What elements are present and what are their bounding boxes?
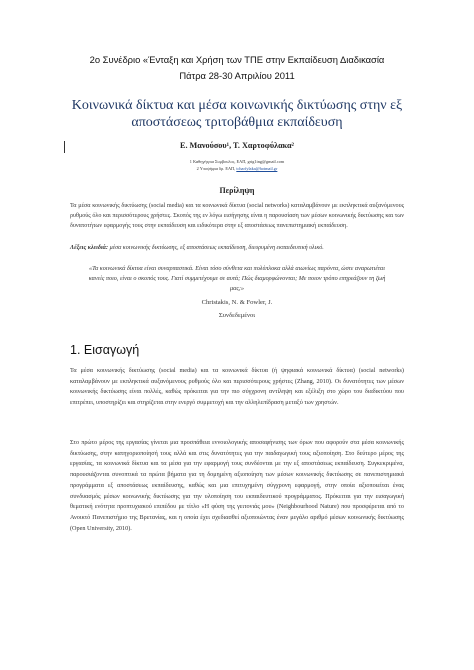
paper-authors: Ε. Μανούσου¹, Τ. Χαρτοφύλακα² [179, 141, 294, 150]
keywords-text: μέσα κοινωνικής δικτύωσης, εξ αποστάσεως εκπαίδευση, διευρυμένη εκπαιδευτική υλικό. [109, 245, 324, 251]
conference-header [0, 54, 474, 81]
keywords [70, 245, 404, 251]
intro-paragraph-2: Στο πρώτο μέρος της εργασίας γίνεται μια προσπάθεια εννοιολογικής αποσαφήνισης των όρων που αφορούν στα μέσα κοινωνικής δικτύωσης, στην κατηγοριοποίησή τους αλλά και στις δυνατότητες για την παιδαγωγική τους αξιοποίηση. Στο δεύτερο μέρος της εργασίας, τα κοινωνικά δίκτυα και τα μέσα για την εφαρμογή τους συνδέονται με την εξ αποστάσεως εκπαίδευση. Συγκεκριμένα, παρουσιάζονται συνοπτικά τα πρώτα βήματα για τη δομημένη αξιοποίηση των μέσων κοινωνικής δικτύωσης σε πανεπιστημιακά προγράμματα εξ αποστάσεως εκπαίδευσης, καθώς και μια επιτυχημένη σύγχρονη εφαρμογή, στην οποία αξιοποιείται ένας συνδυασμός μέσων κοινωνικής δικτύωσης για την υλοποίηση του εκπαιδευτικού προγράμματος. Πρόκειται για την εισαγωγική θεματική ενότητα προπτυχιακού επιπέδου με τίτλο «Η φύση της γειτονιάς μου» (Neighbourhood Nature) που προσφέρεται από το Ανοικτό Πανεπιστήμιο της Βρετανίας, και η οποία έχει σχεδιασθεί αξιοποιώντας έναν μεγάλο αριθμό μέσων κοινωνικής δικτύωσης (Open University, 2010). [70, 439, 404, 532]
epigraph-quote: «Τα κοινωνικά δίκτυα είναι συναρπαστικά. Είναι τόσο σύνθετα και πολύπλοκα αλλά αιωνίως παρόντα, ώστε αναρωτιέται κανείς ποιο, είναι ο σκοπός τους. Γιατί συμμετέχουμε σε αυτά; Πώς διαμορφώνονται; Με ποιον τρόπο επηρεάζουν τη ζωή μας;» [88, 265, 386, 292]
epigraph-author: Christakis, N. & Fowler, J. [201, 299, 273, 306]
affiliation-email-link[interactable]: tcharfylaka@hotmail.gr [236, 166, 278, 171]
paper-title: Κοινωνικά δίκτυα και μέσα κοινωνικής δικτύωσης στην εξ αποστάσεως τριτοβάθμια εκπαίδευση [71, 98, 403, 130]
affiliation-2-text: 2 Υποψήφια δρ. ΕΑΠ, [196, 166, 236, 171]
intro-paragraph-1: Τα μέσα κοινωνικής δικτύωσης (social media) και τα κοινωνικά δίκτυα (ή ψηφιακά κοινωνικά δίκτυα) (social networks) καταλαμβάνουν με εκπληκτικά αυξανόμενους ρυθμούς όλο και περισσότερους χρήστες (Zhang, 2010). Οι δυνατότητες των μέσων κοινωνικής δικτύωσης είναι πολλές, καθώς πρόκειται για την πιο σύγχρονη αντίληψη και εξέλιξη στο χώρο του διαδικτύου που επιτρέπει, υποστηρίζει και στηρίζεται στην ενεργό συμμετοχή και την αλληλεπίδραση μεταξύ των χρηστών. [70, 367, 404, 407]
abstract-text: Τα μέσα κοινωνικής δικτύωσης (social media) και τα κοινωνικά δίκτυα (social networks) καταλαμβάνουν με εκπληκτικά αυξανόμενους ρυθμούς όλο και περισσότερους χρήστες. Σκοπός της εν λόγω εισήγησης είναι η παρουσίαση των μέσων κοινωνικής δικτύωσης και των δυνατοτήτων εφαρμογής τους στην εκπαίδευση και ειδικότερα στην εξ αποστάσεως πανεπιστημιακή εκπαίδευση. [70, 203, 404, 229]
epigraph-book: Συνδεδεμένοι [218, 312, 256, 319]
affiliations [0, 158, 474, 172]
epigraph-source [0, 296, 474, 322]
keywords-label: Λέξεις κλειδιά: [70, 245, 109, 251]
abstract-heading: Περίληψη [219, 186, 255, 195]
affiliation-2 [0, 165, 474, 172]
conference-place-dates: Πάτρα 28-30 Απριλίου 2011 [179, 70, 295, 81]
affiliation-1: 1 Καθηγήτρια Συμβουλος, ΕΑΠ, grig1ing@gmail.com [189, 159, 285, 164]
section-heading: 1. Εισαγωγή [70, 343, 140, 357]
conference-name: 2ο Συνέδριο «Ένταξη και Χρήση των ΤΠΕ στην Εκπαίδευση Διαδικασία [89, 54, 385, 65]
